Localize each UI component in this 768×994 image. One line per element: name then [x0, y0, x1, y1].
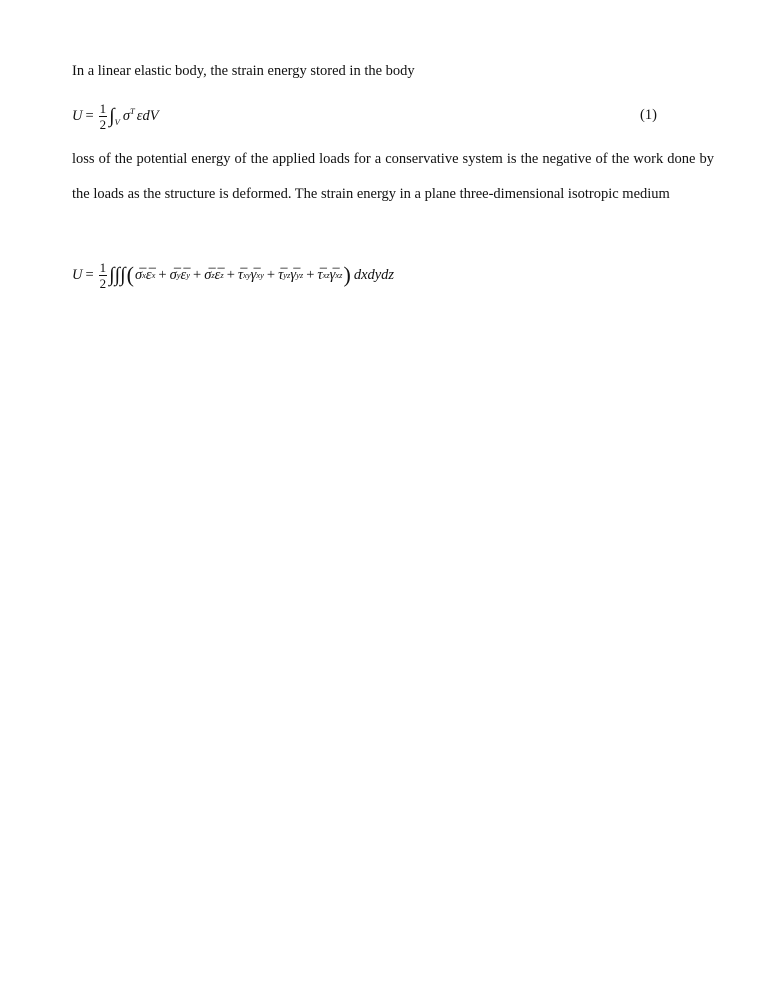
intro-paragraph: In a linear elastic body, the strain energy stored in the body: [72, 63, 415, 79]
eq1-dv: dV: [142, 107, 159, 124]
eq2-eps-y: ε̅: [180, 266, 187, 283]
eq2-fraction: [99, 261, 108, 290]
eq1-integral: ∫: [109, 105, 115, 127]
eq2-left-paren: (: [126, 262, 134, 287]
eq2-lhs: U: [72, 266, 83, 283]
eq2-frac-num: 1: [99, 259, 107, 275]
eq1-equals: =: [85, 107, 94, 124]
eq2-sub: x: [151, 270, 156, 280]
eq2-eps-x: ε̅: [145, 266, 152, 283]
eq2-plus: +: [158, 266, 167, 283]
eq2-triple-integral: ∫∫∫: [109, 264, 126, 286]
eq2-sigma-x: σ̅: [134, 266, 143, 283]
eq2-differentials: dxdydz: [353, 266, 395, 283]
eq2-eps-z: ε̅: [214, 266, 221, 283]
eq2-sub: yz: [296, 270, 304, 280]
equation-number: (1): [640, 107, 657, 123]
eq2-sigma-y: σ̅: [169, 266, 177, 283]
eq2-sub: x: [142, 270, 146, 280]
eq2-tau-yz: τ̅: [278, 266, 284, 283]
eq2-sigma-z: σ̅: [204, 266, 212, 283]
eq1-lhs: U: [72, 107, 83, 124]
eq2-gamma-xy: γ̅: [250, 266, 257, 283]
eq2-sub: y: [186, 270, 190, 280]
eq2-sub: xz: [335, 270, 343, 280]
body-paragraph: loss of the potential energy of the applied loads for a conservative system is the negative of the work done by the loads as the structure is deformed. The strain energy in a plane three-dimensional isotropic medium: [72, 151, 714, 202]
eq2-equals: =: [85, 266, 94, 283]
eq2-plus: +: [266, 266, 276, 283]
eq2-plus: +: [306, 266, 315, 283]
eq1-frac-den: 2: [99, 116, 107, 132]
eq2-sub: xy: [256, 270, 264, 280]
eq2-sub: xz: [322, 270, 330, 280]
eq1-epsilon: ε: [136, 107, 143, 124]
eq1-frac-num: 1: [99, 100, 107, 116]
eq2-sub: y: [176, 270, 181, 280]
equation-1: [72, 96, 159, 136]
eq2-frac-den: 2: [99, 275, 107, 291]
eq1-sigma: σ: [122, 107, 131, 124]
eq2-sub: xy: [243, 270, 251, 280]
eq2-tau-xz: τ̅: [317, 266, 323, 283]
eq2-right-paren: ): [343, 262, 351, 287]
eq2-sub: z: [220, 270, 224, 280]
equation-2: [72, 255, 394, 295]
eq2-sub: yz: [283, 270, 291, 280]
eq1-fraction: [99, 102, 108, 131]
eq1-integral-sub: V: [114, 117, 120, 127]
eq2-tau-xy: τ̅: [237, 266, 244, 283]
eq1-sup-t: T: [130, 106, 135, 116]
eq2-gamma-xz: γ̅: [329, 266, 336, 283]
eq2-sub: z: [211, 270, 215, 280]
eq2-plus: +: [193, 266, 202, 283]
eq2-gamma-yz: γ̅: [290, 266, 297, 283]
eq2-plus: +: [226, 266, 235, 283]
